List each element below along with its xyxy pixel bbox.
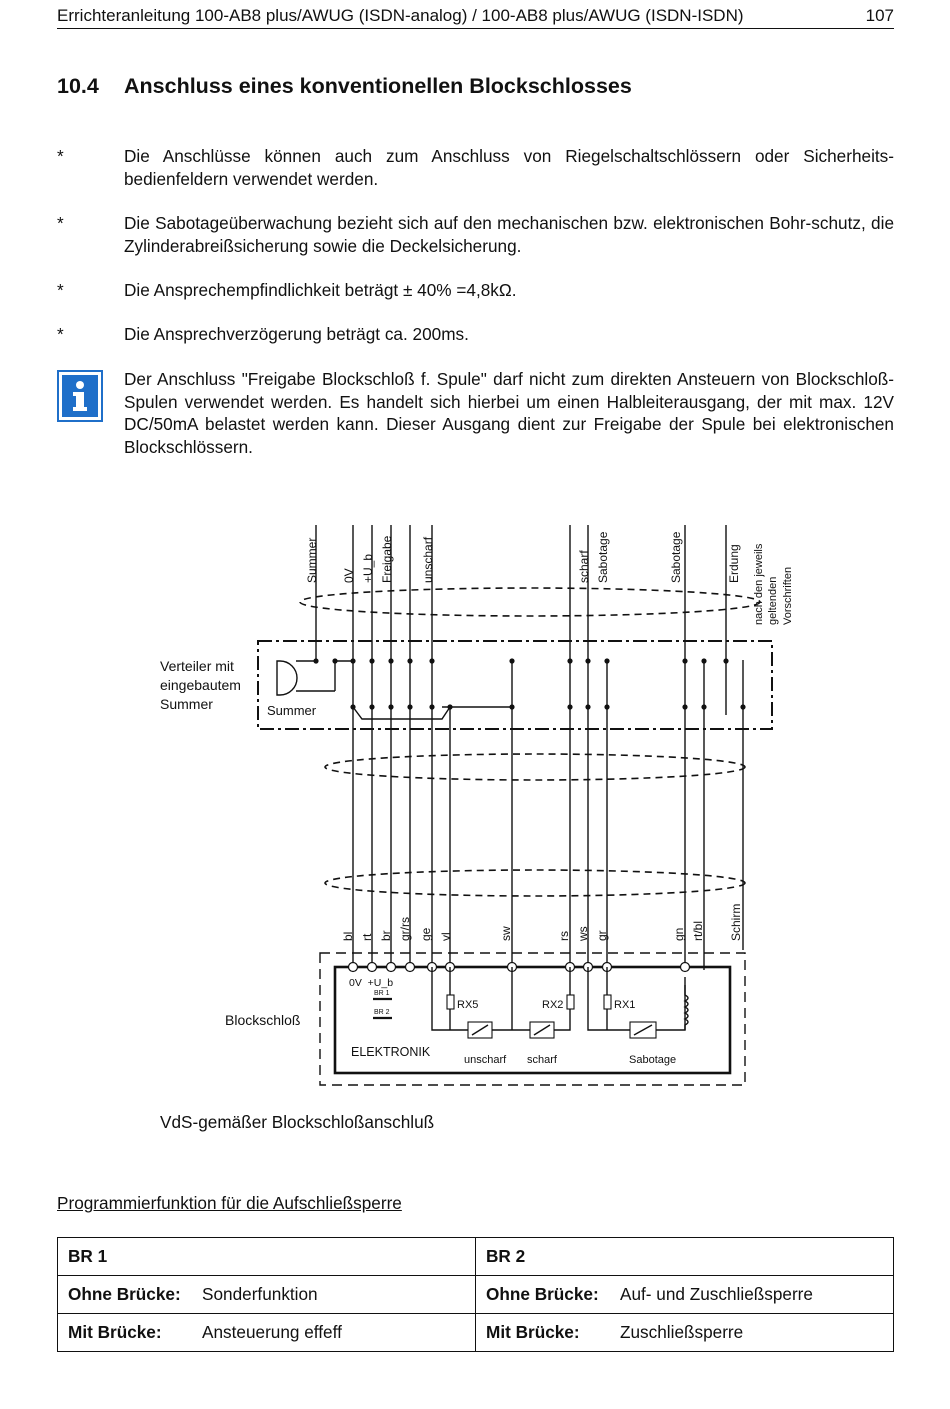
wire-label: ge: [419, 927, 433, 941]
cell-key: Ohne Brücke:: [68, 1284, 181, 1304]
section-number: 10.4: [57, 74, 99, 98]
label-vorschriften-1: nach den jeweils: [753, 543, 765, 625]
wire-label: ws: [576, 926, 590, 941]
bullet-mark: *: [57, 146, 64, 166]
supply-label: 0V +U_b: [349, 977, 394, 989]
wire-label: rs: [557, 931, 571, 941]
cell-key: Mit Brücke:: [68, 1322, 162, 1342]
bullet-text: Die Sabotageüberwachung bezieht sich auf den mechanischen bzw. elektronischen Bohr-schutz, die Zylinderabreißsicherung sowie die Deckelsicherung.: [124, 213, 894, 256]
wire-label: rt: [360, 933, 374, 941]
label-vorschriften-2: geltenden: [767, 576, 779, 625]
note-text: Der Anschluss "Freigabe Blockschloß f. Spule" darf nicht zum direkten Ansteuern von Blockschloß-Spulen verwendet werden. Es handelt sich hierbei um einen Halbleiterausgang, der mit max. 12V DC/50mA belastet werden kann. Dieser Ausgang dient zur Freigabe der Spule bei elektronischen Blockschlössern.: [124, 369, 894, 457]
switch-sabotage: Sabotage: [629, 1054, 677, 1066]
section-title: Anschluss eines konventionellen Blockschlosses: [124, 74, 632, 98]
wire-label: sw: [499, 926, 513, 941]
label-ub: +U_b: [361, 553, 375, 583]
br2-label: BR 2: [374, 1009, 390, 1016]
wire-label: rt/bl: [691, 920, 705, 941]
wire-label: gr/rs: [398, 917, 412, 941]
cell-value: Zuschließsperre: [620, 1322, 744, 1342]
cell-value: Auf- und Zuschließsperre: [620, 1284, 813, 1304]
elektronik-label: ELEKTRONIK: [351, 1045, 431, 1059]
bullet-mark: *: [57, 213, 64, 233]
wiring-diagram: [150, 515, 810, 1095]
bullet-text: Die Ansprechverzögerung beträgt ca. 200ms.: [124, 324, 469, 344]
diagram-caption: VdS-gemäßer Blockschloßanschluß: [160, 1112, 435, 1132]
cell-value: Ansteuerung effeff: [202, 1322, 342, 1342]
label-summer: Summer: [305, 537, 319, 583]
wire-label: vl: [439, 932, 453, 941]
wire-label: Schirm: [729, 903, 743, 941]
info-icon: [57, 370, 103, 422]
resistor-rx2: RX2: [542, 999, 564, 1011]
table-header-br2: BR 2: [476, 1238, 894, 1276]
programming-table: [57, 1237, 894, 1352]
table-row: [58, 1314, 894, 1352]
page-number: 107: [865, 6, 894, 25]
verteiler-label-line2: eingebautem: [160, 677, 241, 693]
table-cell: [476, 1276, 894, 1314]
br1-label: BR 1: [374, 990, 390, 997]
bullet-text: Die Anschlüsse können auch zum Anschluss von Riegelschaltschlössern oder Sicherheits-bedienfeldern verwendet werden.: [124, 146, 894, 189]
switch-unscharf: unscharf: [464, 1054, 507, 1066]
wire-label: bl: [341, 931, 355, 941]
wire-label: br: [379, 930, 393, 941]
wire-label: gr: [595, 930, 609, 941]
verteiler-label-line1: Verteiler mit: [160, 658, 234, 674]
switch-scharf: scharf: [527, 1054, 557, 1066]
table-row: [58, 1276, 894, 1314]
table-cell: [58, 1276, 476, 1314]
section-heading: [57, 74, 632, 99]
bullet-mark: *: [57, 324, 64, 344]
cell-key: Mit Brücke:: [486, 1322, 580, 1342]
blockschloss-label: Blockschloß: [225, 1012, 301, 1028]
table-header-row: [58, 1238, 894, 1276]
label-erdung: Erdung: [727, 544, 741, 583]
label-unscharf: unscharf: [421, 536, 435, 583]
label-sabotage-2: Sabotage: [669, 531, 683, 583]
label-scharf: scharf: [577, 550, 591, 583]
resistor-rx1: RX1: [614, 999, 636, 1011]
cell-key: Ohne Brücke:: [486, 1284, 599, 1304]
bullet-mark: *: [57, 280, 64, 300]
table-header-br1: BR 1: [58, 1238, 476, 1276]
verteiler-label-line3: Summer: [160, 696, 213, 712]
label-vorschriften-3: Vorschriften: [782, 566, 794, 625]
label-sabotage-1: Sabotage: [596, 531, 610, 583]
cell-value: Sonderfunktion: [202, 1284, 318, 1304]
table-heading: Programmierfunktion für die Aufschließsperre: [57, 1193, 402, 1213]
label-0v: 0V: [342, 568, 356, 583]
summer-label: Summer: [267, 703, 317, 718]
document-title: Errichteranleitung 100-AB8 plus/AWUG (ISDN-analog) / 100-AB8 plus/AWUG (ISDN-ISDN): [57, 6, 744, 25]
page-header: [57, 6, 894, 29]
bullet-text: Die Ansprechempfindlichkeit beträgt ± 40% =4,8kΩ.: [124, 280, 517, 300]
table-cell: [58, 1314, 476, 1352]
label-freigabe: Freigabe: [380, 535, 394, 583]
wire-label: gn: [672, 927, 686, 941]
table-cell: [476, 1314, 894, 1352]
resistor-rx5: RX5: [457, 999, 479, 1011]
